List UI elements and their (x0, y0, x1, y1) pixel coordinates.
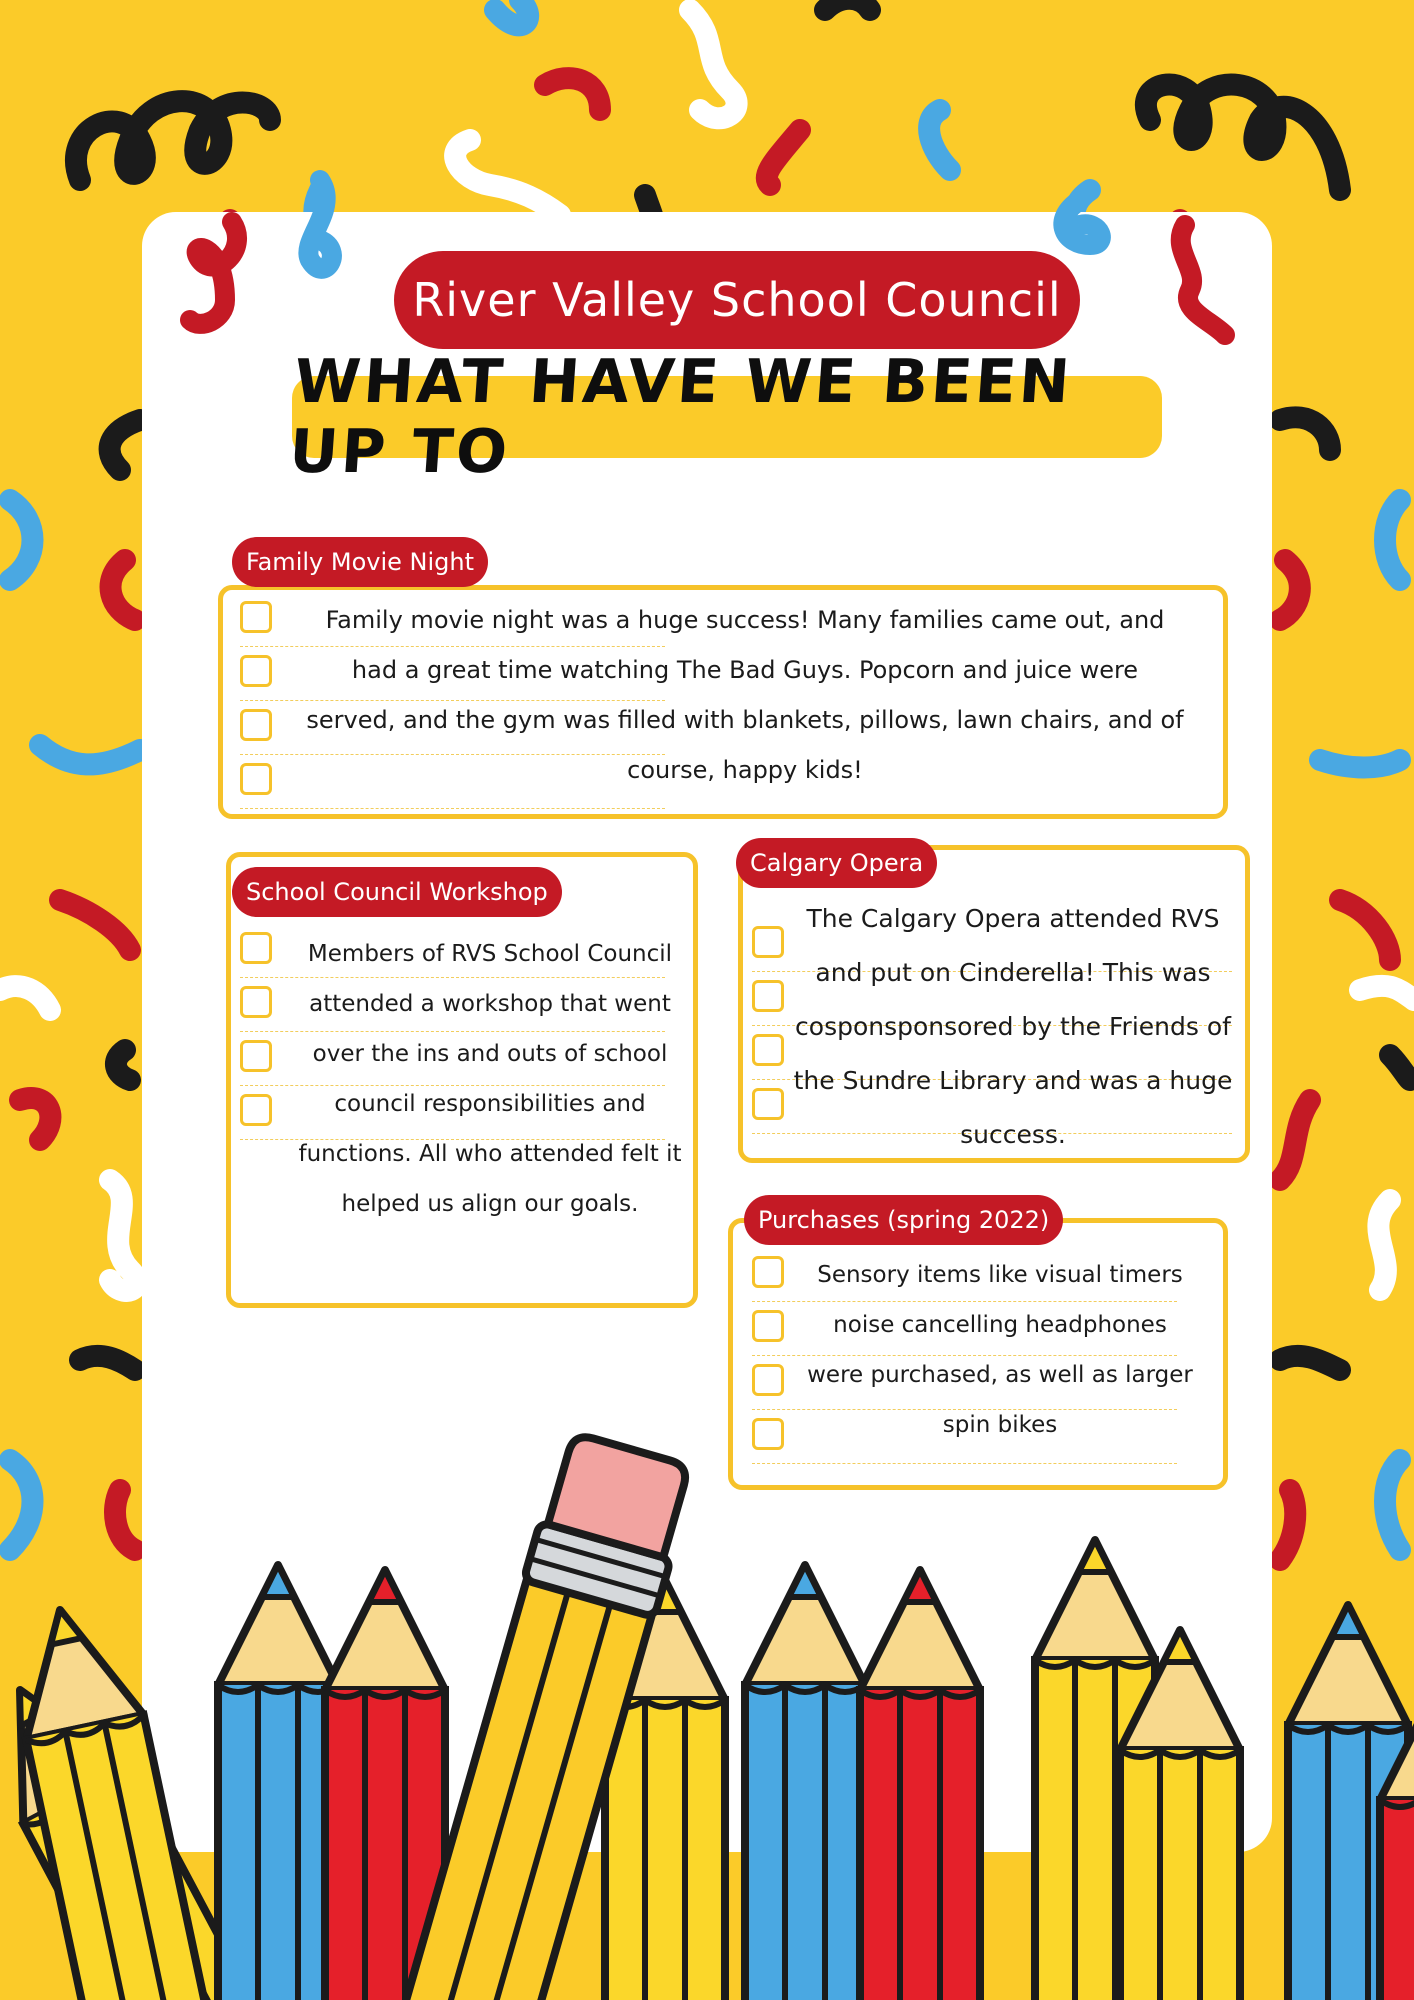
page-subtitle: WHAT HAVE WE BEEN UP TO (287, 347, 1075, 487)
opera-label: Calgary Opera (736, 838, 937, 888)
workshop-label: School Council Workshop (232, 867, 562, 917)
movie-night-label: Family Movie Night (232, 537, 488, 587)
page-title: River Valley School Council (412, 273, 1062, 327)
opera-text: The Calgary Opera attended RVS and put on Cinderella! This was cosponsponsored by the Friends of the Sundre Library and was a huge success. (793, 904, 1233, 1149)
workshop-text: Members of RVS School Council attended a workshop that went over the ins and outs of school council responsibilities and functions. All who attended felt it helped us align our goals. (298, 941, 682, 1217)
purchases-text: Sensory items like visual timers noise cancelling headphones were purchased, as well as larger spin bikes (807, 1262, 1193, 1438)
movie-night-text: Family movie night was a huge success! Many families came out, and had a great time watching The Bad Guys. Popcorn and juice were served, and the gym was filled with blankets, pillows, lawn chairs, and of course, happy kids! (306, 606, 1184, 784)
purchases-label: Purchases (spring 2022) (744, 1195, 1063, 1245)
